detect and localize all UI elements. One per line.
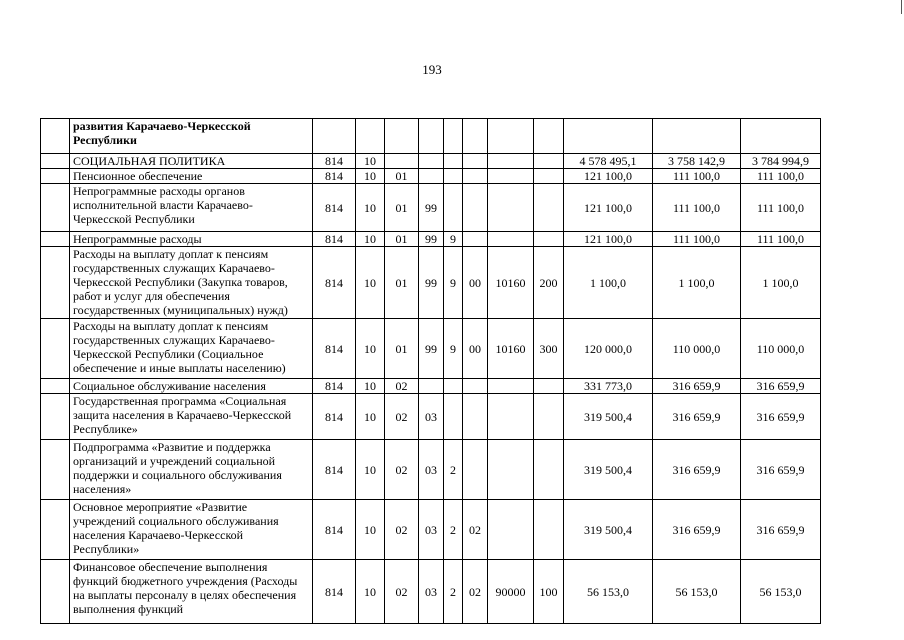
program-code-cell: 03 [419,500,444,560]
event-code-cell [463,379,488,394]
row-number-cell [41,184,70,232]
expense-type-cell [534,154,564,169]
table-row [41,394,821,440]
expense-type-cell [534,184,564,232]
section-code-cell [356,119,385,154]
subsection-code-cell: 01 [385,247,419,319]
amount-year1-cell [564,119,653,154]
subsection-code-cell: 02 [385,379,419,394]
direction-code-cell [488,184,534,232]
subsection-code-cell [385,119,419,154]
expense-type-cell: 100 [534,560,564,624]
item-name-cell: Финансовое обеспечение выполнения функций бюджетного учреждения (Расходы на выплаты персоналу в целях обеспечения выполнения функций [70,560,313,624]
row-number-cell [41,394,70,440]
item-name-cell: Социальное обслуживание населения [70,379,313,394]
program-code-cell: 03 [419,394,444,440]
amount-year1-cell: 121 100,0 [564,184,653,232]
admin-code-cell: 814 [313,184,356,232]
amount-year2-cell: 111 100,0 [653,184,741,232]
subsection-code-cell: 02 [385,560,419,624]
program-code-cell [419,169,444,184]
amount-year2-cell: 111 100,0 [653,232,741,247]
admin-code-cell: 814 [313,319,356,379]
amount-year2-cell: 3 758 142,9 [653,154,741,169]
direction-code-cell: 10160 [488,247,534,319]
section-code-cell: 10 [356,319,385,379]
subprogram-code-cell [444,154,463,169]
program-code-cell: 03 [419,560,444,624]
section-code-cell: 10 [356,560,385,624]
event-code-cell [463,169,488,184]
direction-code-cell: 10160 [488,319,534,379]
amount-year1-cell: 319 500,4 [564,394,653,440]
subsection-code-cell: 02 [385,440,419,500]
subprogram-code-cell: 9 [444,232,463,247]
section-code-cell: 10 [356,440,385,500]
program-code-cell: 99 [419,184,444,232]
program-code-cell: 99 [419,247,444,319]
item-name-cell: Пенсионное обеспечение [70,169,313,184]
subprogram-code-cell: 2 [444,560,463,624]
section-code-cell: 10 [356,394,385,440]
row-number-cell [41,169,70,184]
table-row [41,560,821,624]
admin-code-cell [313,119,356,154]
page-edge-mark [901,0,902,14]
program-code-cell: 99 [419,232,444,247]
amount-year3-cell: 56 153,0 [741,560,821,624]
admin-code-cell: 814 [313,500,356,560]
amount-year2-cell: 316 659,9 [653,379,741,394]
expense-type-cell: 300 [534,319,564,379]
amount-year3-cell: 316 659,9 [741,440,821,500]
event-code-cell [463,154,488,169]
amount-year2-cell: 316 659,9 [653,500,741,560]
amount-year3-cell: 111 100,0 [741,232,821,247]
amount-year1-cell: 121 100,0 [564,169,653,184]
expense-type-cell [534,169,564,184]
admin-code-cell: 814 [313,560,356,624]
event-code-cell [463,119,488,154]
section-code-cell: 10 [356,232,385,247]
subsection-code-cell: 01 [385,184,419,232]
event-code-cell [463,184,488,232]
admin-code-cell: 814 [313,154,356,169]
row-number-cell [41,247,70,319]
subprogram-code-cell: 2 [444,500,463,560]
subprogram-code-cell: 9 [444,247,463,319]
row-number-cell [41,319,70,379]
event-code-cell: 02 [463,500,488,560]
table-row [41,154,821,169]
item-name-cell: Государственная программа «Социальная защита населения в Карачаево-Черкесской Республике» [70,394,313,440]
direction-code-cell [488,394,534,440]
event-code-cell: 00 [463,319,488,379]
amount-year1-cell: 319 500,4 [564,500,653,560]
amount-year1-cell: 4 578 495,1 [564,154,653,169]
direction-code-cell [488,169,534,184]
program-code-cell [419,119,444,154]
amount-year3-cell [741,119,821,154]
direction-code-cell [488,440,534,500]
section-code-cell: 10 [356,169,385,184]
table-row [41,119,821,154]
subsection-code-cell: 02 [385,394,419,440]
admin-code-cell: 814 [313,169,356,184]
row-number-cell [41,379,70,394]
amount-year2-cell: 111 100,0 [653,169,741,184]
section-code-cell: 10 [356,247,385,319]
subprogram-code-cell: 9 [444,319,463,379]
subprogram-code-cell [444,184,463,232]
table-row [41,184,821,232]
row-number-cell [41,440,70,500]
table-row [41,379,821,394]
table-row [41,500,821,560]
amount-year3-cell: 111 100,0 [741,169,821,184]
item-name-cell: Расходы на выплату доплат к пенсиям государственных служащих Карачаево-Черкесской Республики (Социальное обеспечение и иные выплаты населению) [70,319,313,379]
row-number-cell [41,154,70,169]
event-code-cell [463,232,488,247]
subprogram-code-cell [444,394,463,440]
item-name-cell: Непрограммные расходы органов исполнительной власти Карачаево-Черкесской Республики [70,184,313,232]
subprogram-code-cell [444,119,463,154]
amount-year3-cell: 316 659,9 [741,500,821,560]
amount-year3-cell: 111 100,0 [741,184,821,232]
direction-code-cell [488,154,534,169]
item-name-cell: развития Карачаево-Черкесской Республики [70,119,313,154]
amount-year3-cell: 3 784 994,9 [741,154,821,169]
program-code-cell [419,154,444,169]
table-row [41,440,821,500]
amount-year1-cell: 56 153,0 [564,560,653,624]
item-name-cell: Непрограммные расходы [70,232,313,247]
expense-type-cell [534,440,564,500]
item-name-cell: СОЦИАЛЬНАЯ ПОЛИТИКА [70,154,313,169]
amount-year2-cell: 316 659,9 [653,394,741,440]
amount-year1-cell: 1 100,0 [564,247,653,319]
admin-code-cell: 814 [313,394,356,440]
admin-code-cell: 814 [313,379,356,394]
item-name-cell: Подпрограмма «Развитие и поддержка организаций и учреждений социальной поддержки и социального обслуживания населения» [70,440,313,500]
subsection-code-cell: 01 [385,232,419,247]
amount-year2-cell: 56 153,0 [653,560,741,624]
row-number-cell [41,119,70,154]
subsection-code-cell: 02 [385,500,419,560]
expense-type-cell [534,379,564,394]
admin-code-cell: 814 [313,247,356,319]
section-code-cell: 10 [356,379,385,394]
item-name-cell: Расходы на выплату доплат к пенсиям государственных служащих Карачаево-Черкесской Республики (Закупка товаров, работ и услуг для обеспечения государственных (муниципальных) нужд) [70,247,313,319]
admin-code-cell: 814 [313,232,356,247]
direction-code-cell [488,119,534,154]
subsection-code-cell [385,154,419,169]
section-code-cell: 10 [356,154,385,169]
expense-type-cell [534,232,564,247]
event-code-cell: 02 [463,560,488,624]
table-row [41,232,821,247]
event-code-cell [463,394,488,440]
table-row [41,169,821,184]
direction-code-cell [488,500,534,560]
amount-year3-cell: 1 100,0 [741,247,821,319]
expense-type-cell [534,394,564,440]
expense-type-cell [534,119,564,154]
amount-year1-cell: 121 100,0 [564,232,653,247]
amount-year2-cell [653,119,741,154]
subprogram-code-cell: 2 [444,440,463,500]
event-code-cell [463,440,488,500]
section-code-cell: 10 [356,184,385,232]
amount-year1-cell: 331 773,0 [564,379,653,394]
amount-year2-cell: 1 100,0 [653,247,741,319]
row-number-cell [41,500,70,560]
row-number-cell [41,560,70,624]
section-code-cell: 10 [356,500,385,560]
amount-year3-cell: 316 659,9 [741,379,821,394]
admin-code-cell: 814 [313,440,356,500]
direction-code-cell [488,232,534,247]
subsection-code-cell: 01 [385,319,419,379]
row-number-cell [41,232,70,247]
program-code-cell: 99 [419,319,444,379]
subsection-code-cell: 01 [385,169,419,184]
direction-code-cell: 90000 [488,560,534,624]
amount-year1-cell: 319 500,4 [564,440,653,500]
program-code-cell [419,379,444,394]
amount-year2-cell: 110 000,0 [653,319,741,379]
amount-year3-cell: 110 000,0 [741,319,821,379]
amount-year1-cell: 120 000,0 [564,319,653,379]
amount-year2-cell: 316 659,9 [653,440,741,500]
direction-code-cell [488,379,534,394]
program-code-cell: 03 [419,440,444,500]
page-number: 193 [422,62,442,77]
amount-year3-cell: 316 659,9 [741,394,821,440]
table-row [41,247,821,319]
event-code-cell: 00 [463,247,488,319]
budget-table [40,118,821,624]
expense-type-cell [534,500,564,560]
item-name-cell: Основное мероприятие «Развитие учреждений социального обслуживания населения Карачаево-Черкесской Республики» [70,500,313,560]
subprogram-code-cell [444,169,463,184]
table-row [41,319,821,379]
expense-type-cell: 200 [534,247,564,319]
subprogram-code-cell [444,379,463,394]
